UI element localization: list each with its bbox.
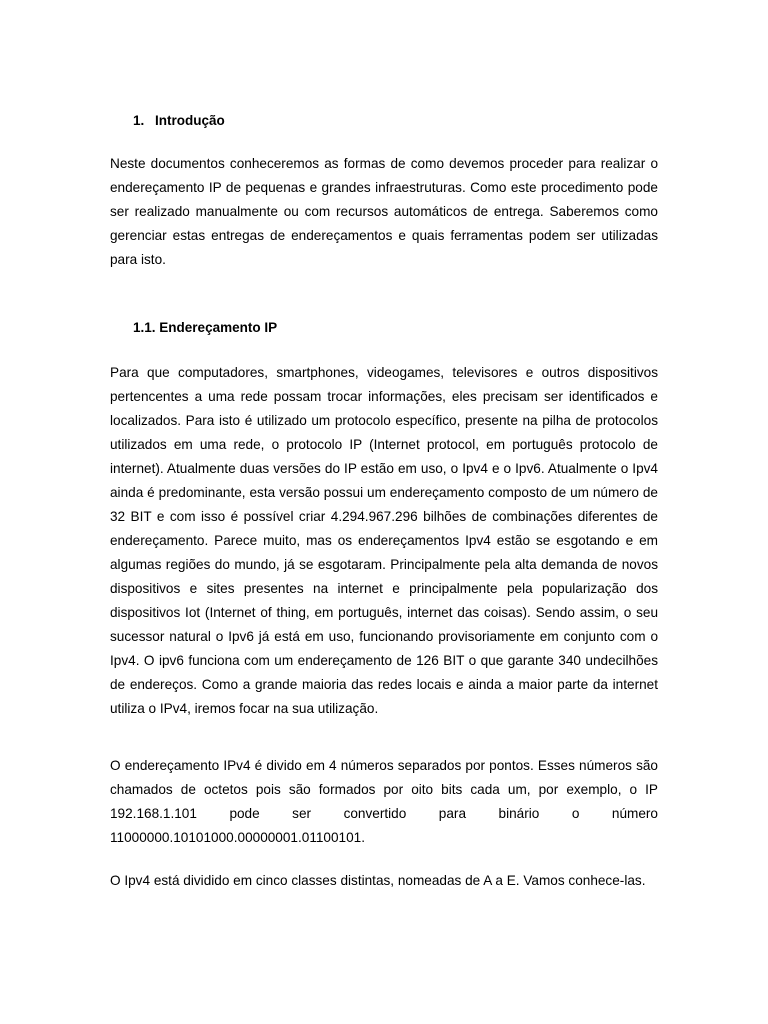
ip-paragraph-2: O endereçamento IPv4 é divido em 4 números separados por pontos. Esses números são chamados de octetos pois são formados por oito bits cada um, por exemplo, o IP 192.168.1.101 pode ser convertido para binário o número 11000000.10101000.00000001.01100101. [110, 758, 658, 845]
ip-paragraph-3: O Ipv4 está dividido em cinco classes distintas, nomeadas de A a E. Vamos conhece-las. [110, 873, 646, 888]
section-heading-enderecamento-ip [133, 320, 277, 336]
intro-paragraph: Neste documentos conheceremos as formas de como devemos proceder para realizar o endereçamento IP de pequenas e grandes infraestruturas. Como este procedimento pode ser realizado manualmente ou com recursos automáticos de entrega. Saberemos como gerenciar estas entregas de endereçamentos e quais ferramentas podem ser utilizadas para isto. [110, 156, 658, 267]
section-title: Introdução [155, 113, 225, 128]
section-number: 1. [133, 113, 145, 128]
section-heading-introducao [133, 113, 225, 129]
subsection-number: 1.1. [133, 320, 156, 335]
ip-paragraph-1: Para que computadores, smartphones, videogames, televisores e outros dispositivos pertencentes a uma rede possam trocar informações, eles precisam ser identificados e localizados. Para isto é utilizado um protocolo específico, presente na pilha de protocolos utilizados em uma rede, o protocolo IP (Internet protocol, em português protocolo de internet). Atualmente duas versões do IP estão em uso, o Ipv4 e o Ipv6. Atualmente o Ipv4 ainda é predominante, esta versão possui um endereçamento composto de um número de 32 BIT e com isso é possível criar 4.294.967.296 bilhões de combinações diferentes de endereçamento. Parece muito, mas os endereçamentos Ipv4 estão se esgotando e em algumas regiões do mundo, já se esgotaram. Principalmente pela alta demanda de novos dispositivos e sites presentes na internet e principalmente pela popularização dos dispositivos Iot (Internet of thing, em português, internet das coisas). Sendo assim, o seu sucessor natural o Ipv6 já está em uso, funcionando provisoriamente em conjunto com o Ipv4. O ipv6 funciona com um endereçamento de 126 BIT o que garante 340 undecilhões de endereços. Como a grande maioria das redes locais e ainda a maior parte da internet utiliza o IPv4, iremos focar na sua utilização. [110, 365, 658, 716]
subsection-title: Endereçamento IP [159, 320, 278, 335]
